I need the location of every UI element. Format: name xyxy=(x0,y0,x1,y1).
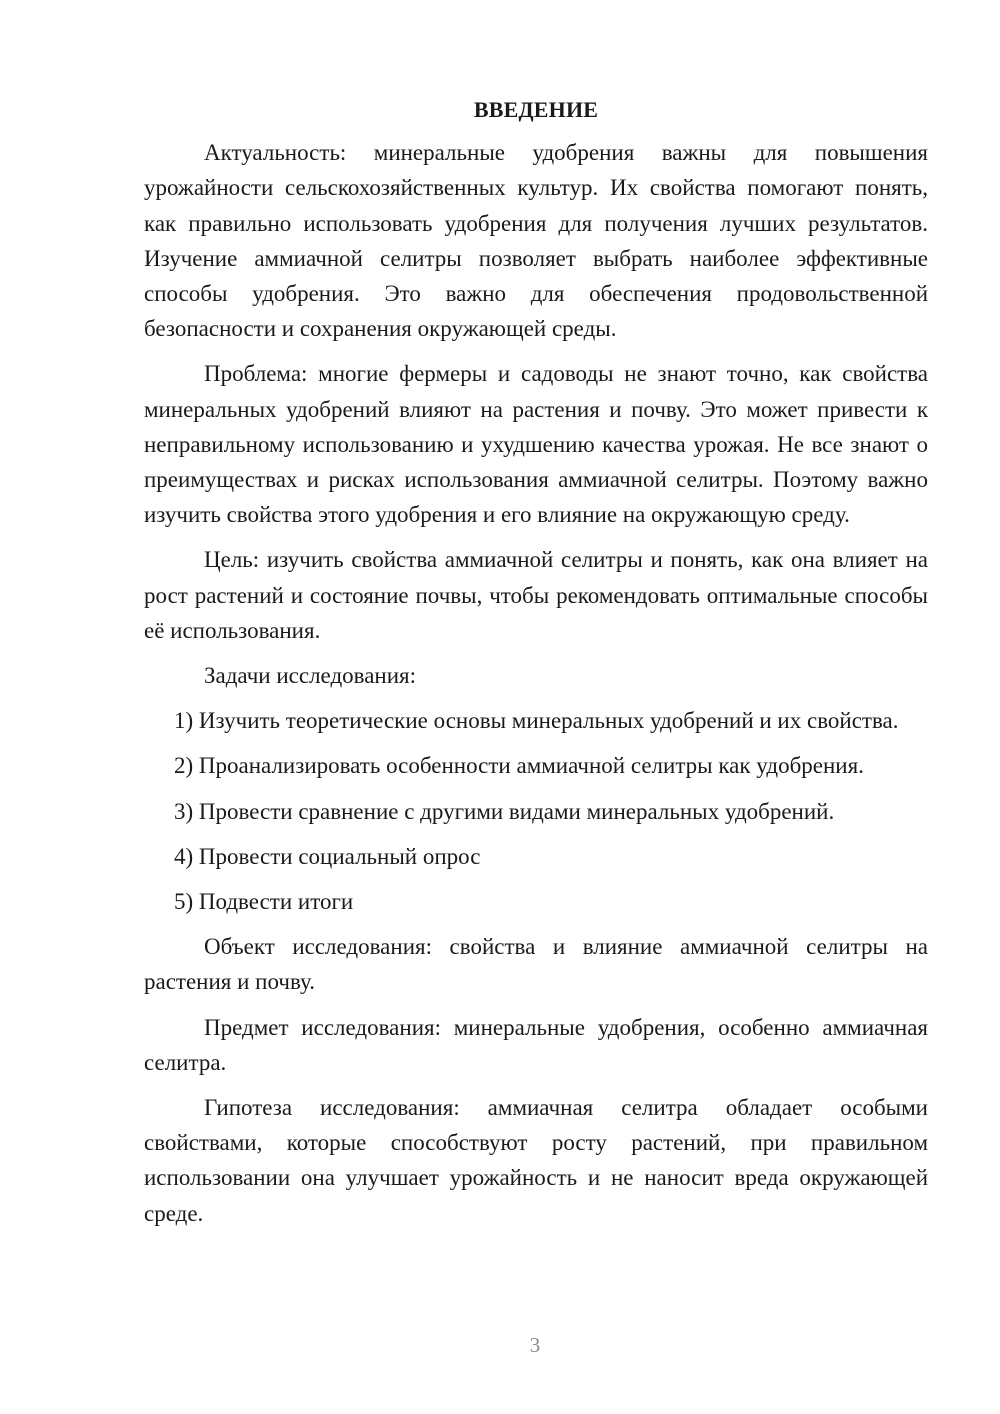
object-paragraph: Объект исследования: свойства и влияние аммиачной селитры на растения и почву. xyxy=(144,934,928,995)
task-item-4: 4) Провести социальный опрос xyxy=(174,843,481,869)
relevance-paragraph: Актуальность: минеральные удобрения важны для повышения урожайности сельскохозяйственных культур. Их свойства помогают понять, как правильно использовать удобрения для получения лучших результатов. Изучение аммиачной селитры позволяет выбрать наиболее эффективные способы удобрения. Это важно для обеспечения продовольственной безопасности и сохранения окружающей среды. xyxy=(144,140,928,342)
problem-paragraph: Проблема: многие фермеры и садоводы не знают точно, как свойства минеральных удобрений влияют на растения и почву. Это может привести к неправильному использованию и ухудшению качества урожая. Не все знают о преимуществах и рисках использования аммиачной селитры. Поэтому важно изучить свойства этого удобрения и его влияние на окружающую среду. xyxy=(144,361,928,528)
goal-paragraph: Цель: изучить свойства аммиачной селитры и понять, как она влияет на рост растений и состояние почвы, чтобы рекомендовать оптимальные способы её использования. xyxy=(144,547,928,643)
page-title: ВВЕДЕНИЕ xyxy=(473,97,599,122)
document-page xyxy=(144,92,928,1241)
task-item-2: 2) Проанализировать особенности аммиачной селитры как удобрения. xyxy=(174,753,864,779)
task-item-3: 3) Провести сравнение с другими видами минеральных удобрений. xyxy=(174,798,835,824)
task-item-1: 1) Изучить теоретические основы минеральных удобрений и их свойства. xyxy=(174,708,899,734)
task-item-5: 5) Подвести итоги xyxy=(174,889,354,915)
hypothesis-paragraph: Гипотеза исследования: аммиачная селитра обладает особыми свойствами, которые способствуют росту растений, при правильном использовании она улучшает урожайность и не наносит вреда окружающей среде. xyxy=(144,1095,928,1226)
tasks-heading: Задачи исследования: xyxy=(204,663,417,689)
page-number: 3 xyxy=(529,1333,541,1357)
subject-paragraph: Предмет исследования: минеральные удобрения, особенно аммиачная селитра. xyxy=(144,1014,928,1075)
